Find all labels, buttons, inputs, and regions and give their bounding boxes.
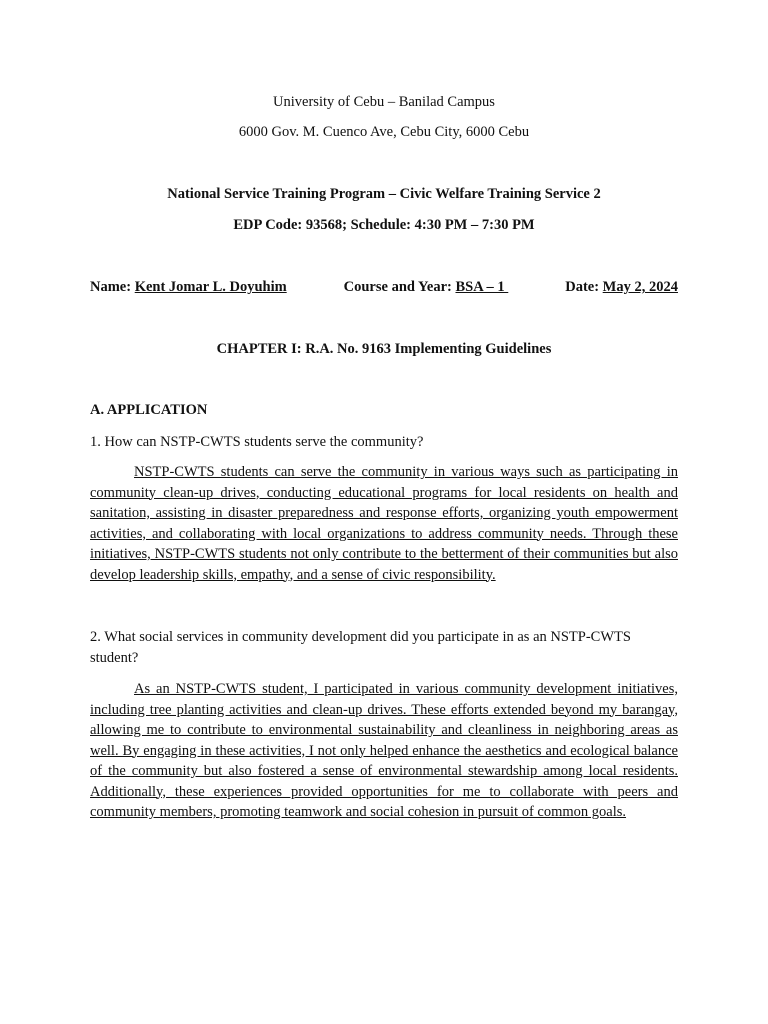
answer-1: NSTP-CWTS students can serve the community in various ways such as participating in community clean-up drives, conducting educational programs for local residents on health and sanitation, assisting in disaster preparedness and response efforts, organizing youth empowerment activities, and collaborating with local organizations to address community needs. Through these initiatives, NSTP-CWTS students not only contribute to the betterment of their communities but also develop leadership skills, empathy, and a sense of civic responsibility. [90, 464, 678, 583]
chapter-title: CHAPTER I: R.A. No. 9163 Implementing Guidelines [216, 341, 552, 357]
university-name: University of Cebu – Banilad Campus [273, 94, 495, 110]
name-value: Kent Jomar L. Doyuhim [134, 279, 287, 295]
answer-2: As an NSTP-CWTS student, I participated in various community development initiatives, including tree planting activities and clean-up drives. These efforts extended beyond my barangay, allowing me to contribute to environmental sustainability and cleanliness in neighboring areas as well. By engaging in these activities, I not only helped enhance the aesthetics and ecological balance of the community but also fostered a sense of environmental stewardship among local residents. Additionally, these experiences provided opportunities for me to collaborate with peers and community members, promoting teamwork and social cohesion in pursuit of common goals. [90, 681, 678, 820]
student-info-row [90, 279, 678, 296]
edp-schedule: EDP Code: 93568; Schedule: 4:30 PM – 7:30 PM [233, 217, 535, 233]
course-field [344, 279, 509, 296]
course-label: Course and Year: [343, 279, 452, 295]
date-field [565, 279, 678, 296]
question-2: 2. What social services in community development did you participate in as an NSTP-CWTS student? [90, 629, 631, 666]
university-address: 6000 Gov. M. Cuenco Ave, Cebu City, 6000 Cebu [238, 124, 530, 140]
date-value: May 2, 2024 [602, 279, 678, 295]
program-title: National Service Training Program – Civic Welfare Training Service 2 [167, 186, 601, 202]
question-1: 1. How can NSTP-CWTS students serve the community? [90, 434, 424, 450]
date-label: Date: [565, 279, 600, 295]
name-label: Name: [90, 279, 132, 295]
section-heading: A. APPLICATION [90, 402, 208, 418]
name-field [90, 279, 287, 296]
course-value: BSA – 1 [455, 279, 509, 295]
